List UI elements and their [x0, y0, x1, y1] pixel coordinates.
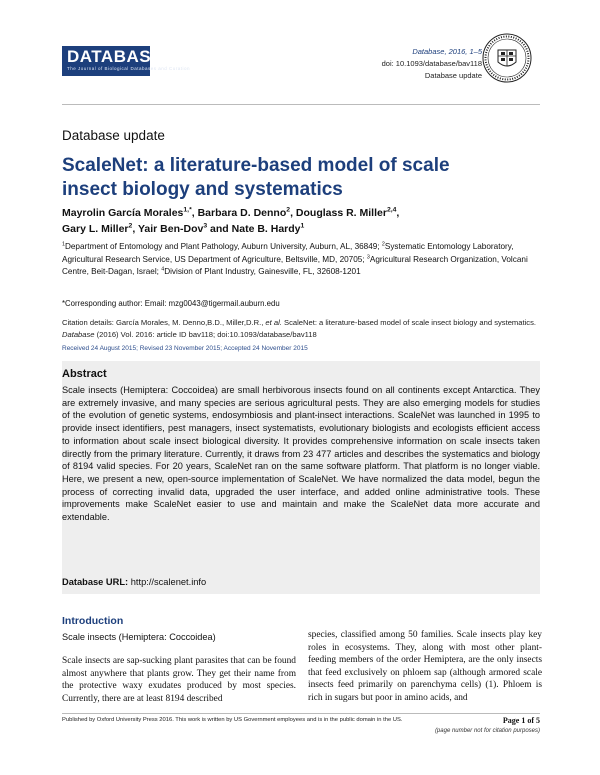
affiliations: $^1$Department of Entomology and Plant Pathology, Auburn University, Auburn, AL, 36849; $^2$Systematic Entomology Laboratory, Agricultural Research Service, US Department of Agriculture, Beltsville, MD, 20705; $^3$Agricultural Research Organization, Volcani Centre, Beit-Dagan, Israel; $^4$Division of Plant Industry, Gainesville, FL, 32608-1201: [62, 241, 528, 276]
author-affiliation-mark: 1,*: [183, 206, 192, 214]
author: Douglass R. Miller: [295, 207, 387, 219]
citation-details: Citation details: García Morales, M. Denno,B.D., Miller,D.R., et al. ScaleNet: a literature-based model of scale insect biology and systematics. Database (2016) Vol. 2016: article ID bav118; doi:10.1093/database/bav118: [62, 318, 536, 339]
journal-name: Database: [412, 47, 445, 56]
affiliation: Department of Entomology and Plant Pathology, Auburn University, Auburn, AL, 36849;: [64, 242, 382, 251]
abstract-heading: Abstract: [62, 368, 107, 380]
logo-subtitle: The Journal of Biological Databases and Curation: [67, 66, 191, 71]
author: Mayrolin García Morales: [62, 207, 184, 219]
affiliation: Agricultural Research Organization, Volcani Centre, Beit-Dagan, Israel;: [62, 254, 528, 276]
body-column-left: Scale insects are sap-sucking plant parasites that can be found almost anywhere that plants grow. They get their name from the protective waxy exudates produced by most species. Currently, there are at least 8194 described: [62, 656, 296, 704]
author-affiliation-mark: 1: [300, 222, 305, 230]
footer-divider: [62, 713, 540, 714]
corresponding-author: *Corresponding author: Email: mzg0043@tigermail.auburn.edu: [62, 299, 280, 308]
journal-year-pages: , 2016, 1–5: [444, 47, 482, 56]
author: Barbara D. Denno: [197, 207, 287, 219]
page-number: Page 1 of 5: [502, 716, 540, 725]
database-url-label: Database URL:: [62, 577, 129, 587]
logo-text: DATABASE: [67, 47, 163, 66]
author-affiliation-mark: 3: [203, 222, 208, 230]
article-title: ScaleNet: a literature-based model of scale insect biology and systematics: [62, 155, 450, 200]
article-meta: [382, 46, 482, 82]
page-number-note: (page number not for citation purposes): [434, 728, 540, 734]
introduction-heading: Introduction: [62, 615, 124, 627]
author-affiliation-mark: 2,4: [386, 206, 397, 214]
author-list: Mayrolin García Morales$^{1,*}$, Barbara D. Denno$^2$, Douglass R. Miller$^{2,4}$, Gary L. Miller$^2$, Yair Ben-Dov$^3$ and Nate B. Hardy$^1$: [62, 206, 400, 235]
publisher-note: Published by Oxford University Press 2016. This work is written by US Government employees and is in the public domain in the US.: [62, 717, 403, 723]
author-affiliation-mark: 2: [286, 206, 291, 214]
university-seal-icon: [482, 33, 532, 83]
section-label: Database update: [62, 128, 165, 143]
author: Nate B. Hardy: [231, 223, 301, 235]
abstract-text: Scale insects (Hemiptera: Coccoidea) are small herbivorous insects found on all continents except Antarctica. They are extremely invasive, and many species are serious agricultural pests. They are also emerging models for studies of the evolution of genetic systems, endosymbiosis and plant-insect interactions. ScaleNet was launched in 1995 to provide insect identifiers, pest managers, insect systematists, evolutionary biologists and ecologists efficient access to information about scale insect biological diversity. It provides comprehensive information on scale insects taken directly from the primary literature. Currently, it draws from 23 477 articles and describes the systematics and biology of 8194 valid species. For 20 years, ScaleNet ran on the same software platform. That platform is no longer viable. Here, we present a new, open-source implementation of ScaleNet. We have normalized the data model, begun the process of correcting invalid data, upgraded the user interface, and added online administrative tools. These improvements make ScaleNet easier to use and maintain and make the ScaleNet data more accurate and extendable.: [62, 385, 540, 523]
submission-dates: Received 24 August 2015; Revised 23 November 2015; Accepted 24 November 2015: [62, 345, 308, 352]
subsection-heading: Scale insects (Hemiptera: Coccoidea): [62, 632, 216, 642]
journal-logo: [62, 46, 191, 76]
author: Yair Ben-Dov: [137, 223, 204, 235]
doi[interactable]: doi: 10.1093/database/bav118: [381, 59, 482, 68]
database-url: [62, 577, 206, 587]
author-affiliation-mark: 2: [128, 222, 133, 230]
affiliation: Systematic Entomology Laboratory, Agricultural Research Service, US Department of Agriculture, Beltsville, MD, 20705;: [62, 242, 514, 264]
author: Gary L. Miller: [62, 223, 129, 235]
article-type: Database update: [424, 71, 482, 80]
affiliation: Division of Plant Industry, Gainesville, FL, 32608-1201: [164, 267, 361, 276]
body-column-right: species, classified among 50 families. Scale insects play key roles in ecosystems. They, along with most other plant-feeding members of the order Hemiptera, are the only insects that feed exclusively on phloem sap (although armored scale insects feed primarily on parenchyma cells) (1). Phloem is rich in sugars but poor in amino acids, and: [308, 630, 542, 703]
header-divider: [62, 104, 540, 105]
database-url-link[interactable]: http://scalenet.info: [130, 577, 207, 587]
